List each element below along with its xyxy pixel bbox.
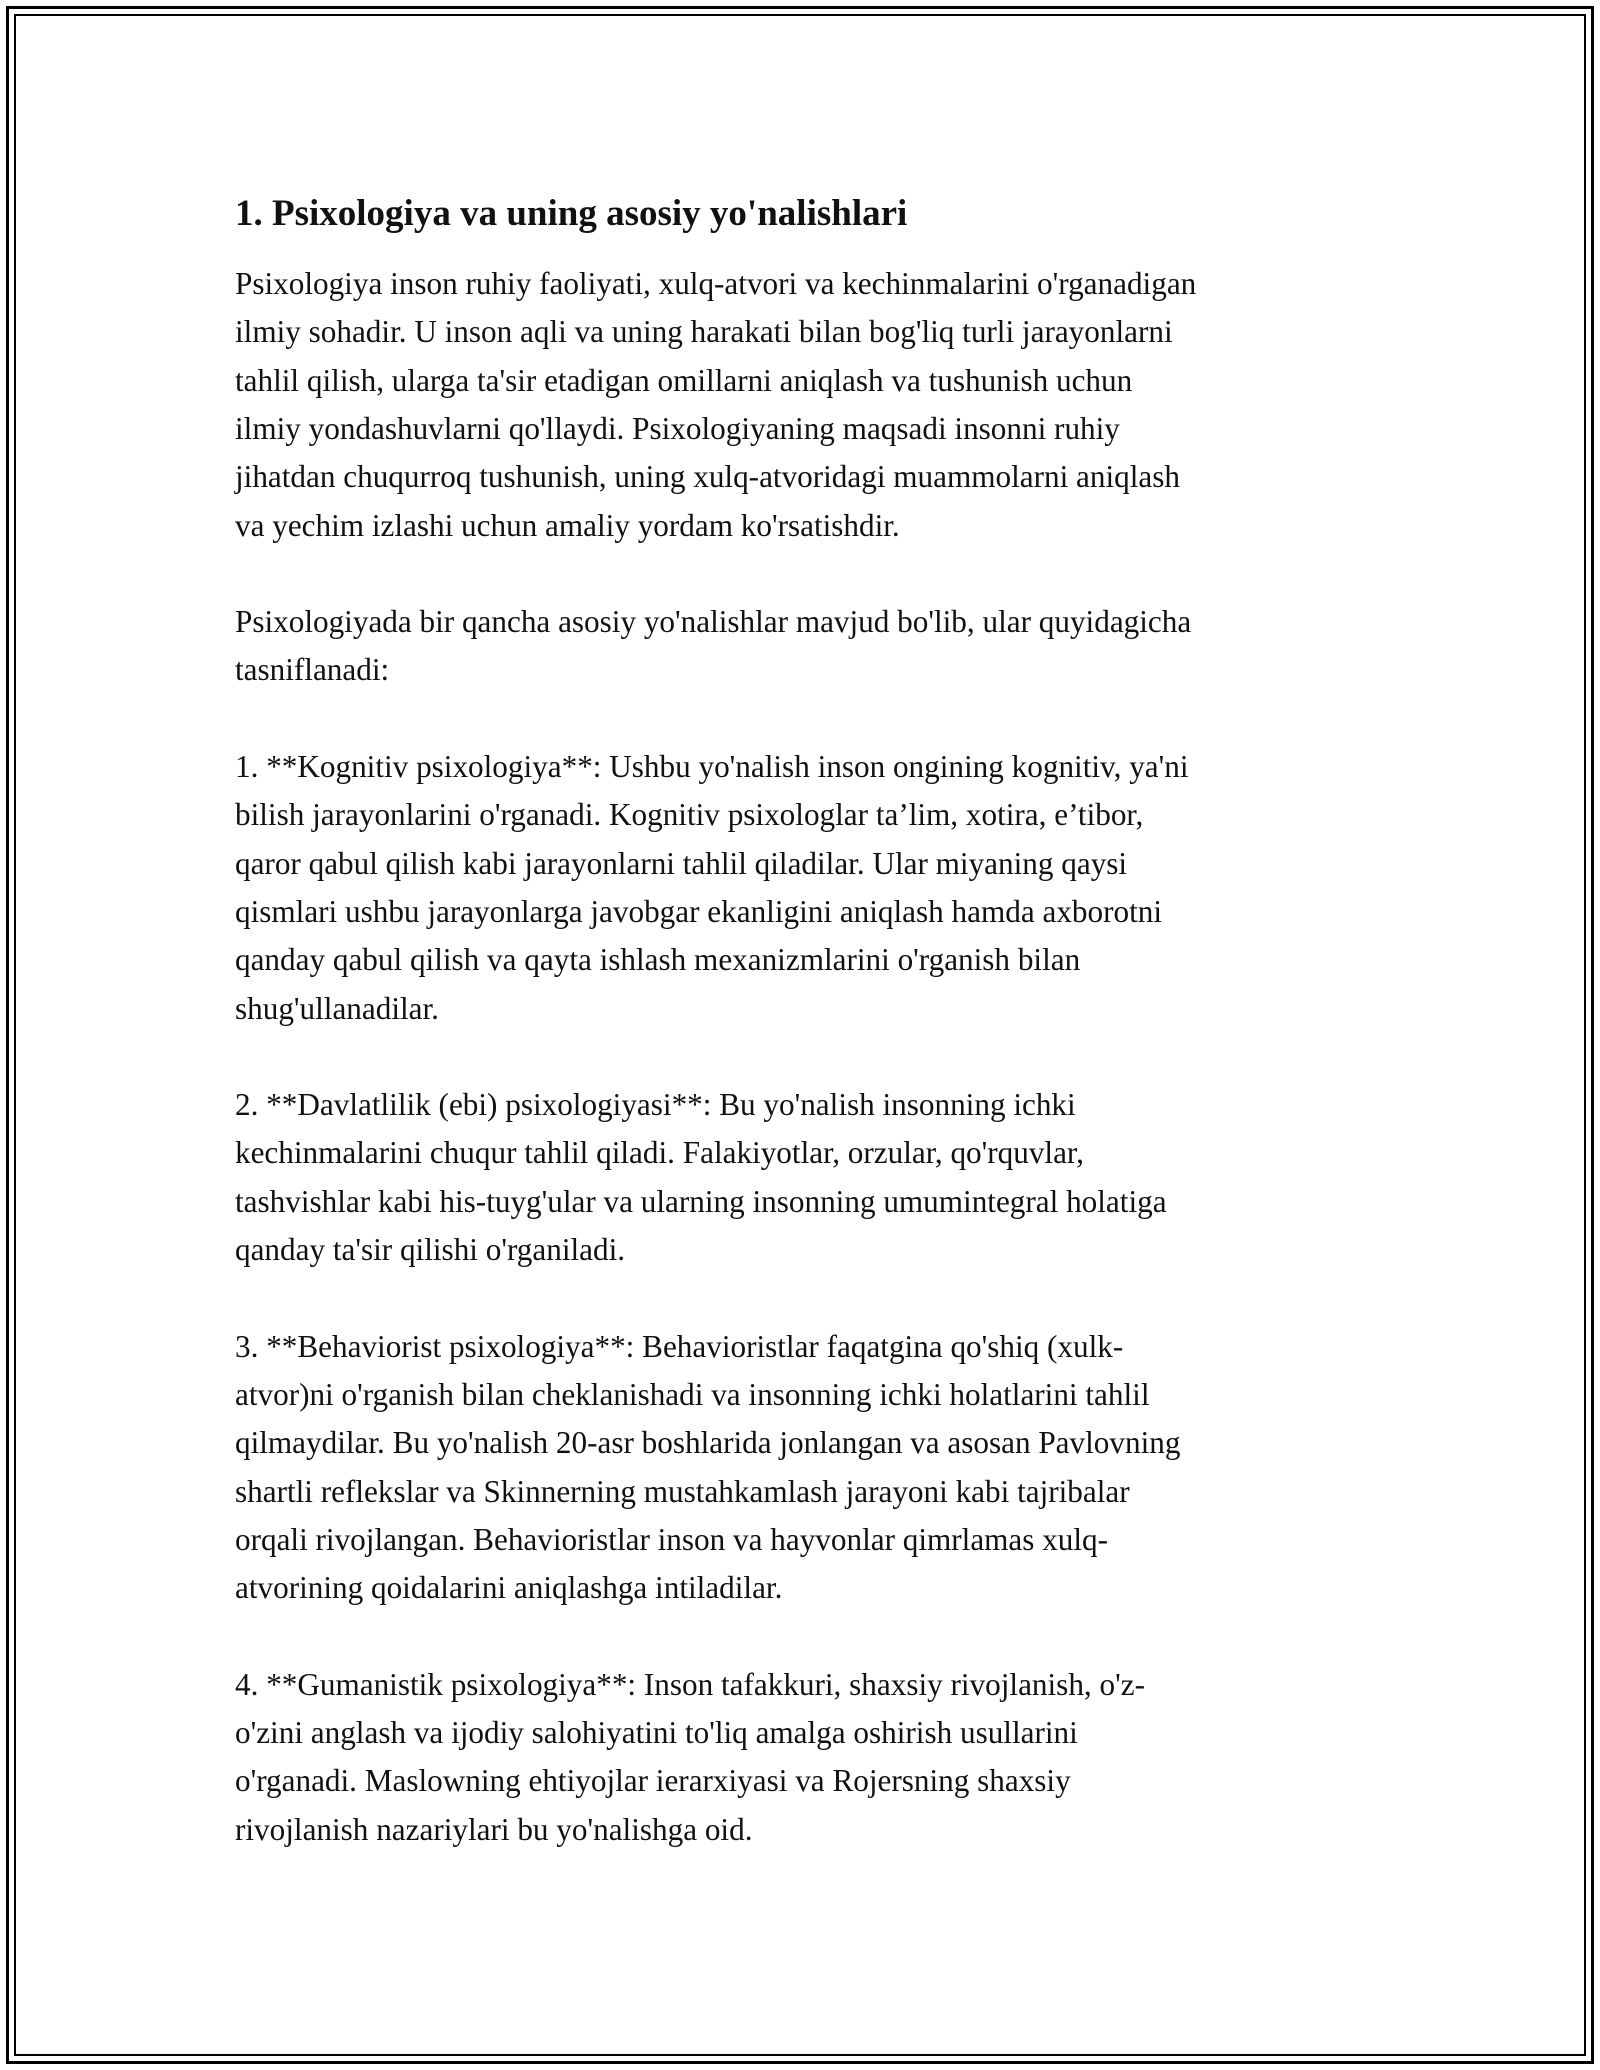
- paragraph-behaviorist: 3. **Behaviorist psixologiya**: Behavioristlar faqatgina qo'shiq (xulk- atvor)ni o'rganish bilan cheklanishadi va insonning ichki holatlarini tahlil qilmaydilar. Bu yo'nalish 20-asr boshlarida jonlangan va asosan Pavlovning shartli reflekslar va Skinnerning mustahkamlash jarayoni kabi tajribalar orqali rivojlangan. Behavioristlar inson va hayvonlar qimrlamas xulq- atvorining qoidalarini aniqlashga intiladilar.: [235, 1328, 1181, 1606]
- document-body: [235, 180, 1380, 1902]
- paragraph-cognitive: 1. **Kognitiv psixologiya**: Ushbu yo'nalish inson ongining kognitiv, ya'ni bilish jarayonlarini o'rganadi. Kognitiv psixologlar ta’lim, xotira, e’tibor, qaror qabul qilish kabi jarayonlarni tahlil qiladilar. Ular miyaning qaysi qismlari ushbu jarayonlarga javobgar ekanligini aniqlash hamda axborotni qanday qabul qilish va qayta ishlash mexanizmlarini o'rganish bilan shug'ullanadilar.: [235, 749, 1189, 1026]
- paragraph-depth: 2. **Davlatlilik (ebi) psixologiyasi**: Bu yo'nalish insonning ichki kechinmalarini chuqur tahlil qiladi. Falakiyotlar, orzular, qo'rquvlar, tashvishlar kabi his-tuyg'ular va ularning insonning umumintegral holatiga qanday ta'sir qilishi o'rganiladi.: [235, 1087, 1167, 1268]
- paragraph-humanistic: 4. **Gumanistik psixologiya**: Inson tafakkuri, shaxsiy rivojlanish, o'z- o'zini anglash va ijodiy salohiyatini to'liq amalga oshirish usullarini o'rganadi. Maslowning ehtiyojlar ierarxiyasi va Rojersning shaxsiy rivojlanish nazariylari bu yo'nalishga oid.: [235, 1666, 1145, 1847]
- paragraph-intro: Psixologiya inson ruhiy faoliyati, xulq-atvori va kechinmalarini o'rganadigan ilmiy sohadir. U inson aqli va uning harakati bilan bog'liq turli jarayonlarni tahlil qilish, ularga ta'sir etadigan omillarni aniqlash va tushunish uchun ilmiy yondashuvlarni qo'llaydi. Psixologiyaning maqsadi insonni ruhiy jihatdan chuqurroq tushunish, uning xulq-atvoridagi muammolarni aniqlash va yechim izlashi uchun amaliy yordam ko'rsatishdir.: [235, 266, 1197, 543]
- paragraph-classification: Psixologiyada bir qancha asosiy yo'nalishlar mavjud bo'lib, ular quyidagicha tasniflanadi:: [235, 604, 1192, 688]
- section-heading: 1. Psixologiya va uning asosiy yo'nalishlari: [235, 193, 908, 234]
